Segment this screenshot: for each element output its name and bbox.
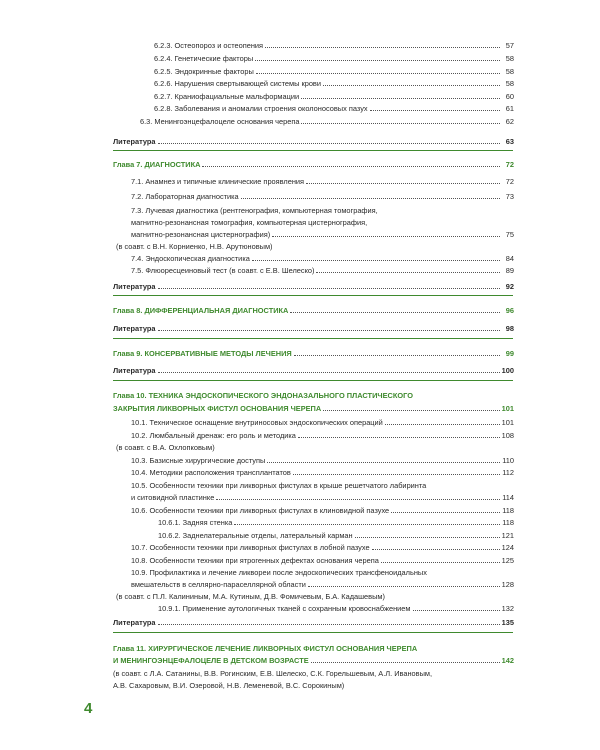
toc-entry-line: 10.5. Особенности техники при ликворных фистулах в крыше решетчатого лабиринта <box>131 481 427 490</box>
page-number: 4 <box>84 700 93 717</box>
toc-coauthors: А.В. Сахаровым, В.И. Озеровой, Н.В. Леменевой, В.С. Сорокиным) <box>113 681 345 690</box>
toc-entry-line: 10.9. Профилактика и лечение ликвореи после эндоскопических трансфеноидальных <box>131 568 427 577</box>
toc-entry[interactable]: 6.2.6. Нарушения свертывающей системы крови 58 <box>154 79 514 88</box>
separator <box>113 150 513 151</box>
toc-literature[interactable]: Литература 92 <box>113 282 514 291</box>
toc-entry-line: магнитно-резонансная томография, компьютерная цистернография, <box>131 218 368 227</box>
toc-entry[interactable]: 6.3. Менингоэнцефалоцеле основания черепа 62 <box>140 117 514 126</box>
toc-literature[interactable]: Литература 98 <box>113 324 514 333</box>
toc-entry[interactable]: 7.1. Анамнез и типичные клинические проявления 72 <box>131 177 514 186</box>
toc-chapter-8[interactable]: Глава 8. ДИФФЕРЕНЦИАЛЬНАЯ ДИАГНОСТИКА 96 <box>113 306 514 315</box>
toc-entry[interactable]: 10.4. Методики расположения трансплантатов 112 <box>131 468 514 477</box>
toc-entry[interactable]: и ситовидной пластинке 114 <box>131 493 514 502</box>
toc-coauthors: (в соавт. с Л.А. Сатанины, В.В. Рогинским, Е.В. Шелеско, С.К. Горельшевым, А.Л. Ивановым, <box>113 669 433 678</box>
toc-entry[interactable]: 10.8. Особенности техники при ятрогенных дефектах основания черепа 125 <box>131 556 514 565</box>
toc-entry[interactable]: 10.6. Особенности техники при ликворных фистулах в клиновидной пазухе 118 <box>131 506 514 515</box>
toc-entry[interactable]: 6.2.4. Генетические факторы 58 <box>154 54 514 63</box>
toc-entry[interactable]: 7.2. Лабораторная диагностика 73 <box>131 192 514 201</box>
separator <box>113 632 513 633</box>
toc-literature[interactable]: Литература 63 <box>113 137 514 146</box>
toc-entry[interactable]: 6.2.3. Остеопороз и остеопения 57 <box>154 41 514 50</box>
separator <box>113 380 513 381</box>
toc-chapter-11-title: Глава 11. ХИРУРГИЧЕСКОЕ ЛЕЧЕНИЕ ЛИКВОРНЫХ ФИСТУЛ ОСНОВАНИЯ ЧЕРЕПА <box>113 644 418 653</box>
toc-entry[interactable]: 7.5. Флюоресцеиновый тест (в соавт. с Е.В. Шелеско) 89 <box>131 266 514 275</box>
toc-literature[interactable]: Литература 135 <box>113 618 514 627</box>
toc-entry[interactable]: 6.2.5. Эндокринные факторы 58 <box>154 67 514 76</box>
separator <box>113 295 513 296</box>
toc-entry[interactable]: 10.3. Базисные хирургические доступы 110 <box>131 456 514 465</box>
toc-chapter-10[interactable]: ЗАКРЫТИЯ ЛИКВОРНЫХ ФИСТУЛ ОСНОВАНИЯ ЧЕРЕПА 101 <box>113 404 514 413</box>
toc-coauthors: (в соавт. с В.А. Охлопковым) <box>116 443 215 452</box>
toc-coauthors: (в соавт. с В.Н. Корниенко, Н.В. Арутюновым) <box>116 242 273 251</box>
toc-chapter-7[interactable]: Глава 7. ДИАГНОСТИКА 72 <box>113 160 514 169</box>
toc-chapter-11[interactable]: И МЕНИНГОЭНЦЕФАЛОЦЕЛЕ В ДЕТСКОМ ВОЗРАСТЕ 142 <box>113 656 514 665</box>
toc-entry-line: 7.3. Лучевая диагностика (рентгенография, компьютерная томография, <box>131 206 378 215</box>
toc-entry[interactable]: 10.7. Особенности техники при ликворных фистулах в лобной пазухе 124 <box>131 543 514 552</box>
toc-entry[interactable]: магнитно-резонансная цистернография) 75 <box>131 230 514 239</box>
toc-entry[interactable]: 10.6.1. Задняя стенка 118 <box>158 518 514 527</box>
toc-entry[interactable]: 6.2.8. Заболевания и аномалии строения околоносовых пазух 61 <box>154 104 514 113</box>
toc-entry[interactable]: 10.6.2. Заднелатеральные отделы, латеральный карман 121 <box>158 531 514 540</box>
toc-entry[interactable]: вмешательств в селлярно-параселлярной области 128 <box>131 580 514 589</box>
toc-coauthors: (в соавт. с П.Л. Калининым, М.А. Кутиным, Д.В. Фомичевым, Б.А. Кадашевым) <box>116 592 385 601</box>
toc-chapter-10-title: Глава 10. ТЕХНИКА ЭНДОСКОПИЧЕСКОГО ЭНДОНАЗАЛЬНОГО ПЛАСТИЧЕСКОГО <box>113 391 413 400</box>
toc-literature[interactable]: Литература 100 <box>113 366 514 375</box>
toc-entry[interactable]: 6.2.7. Краниофациальные мальформации 60 <box>154 92 514 101</box>
separator <box>113 338 513 339</box>
toc-entry[interactable]: 10.9.1. Применение аутологичных тканей с сохранным кровоснабжением 132 <box>158 604 514 613</box>
toc-entry[interactable]: 7.4. Эндоскопическая диагностика 84 <box>131 254 514 263</box>
toc-chapter-9[interactable]: Глава 9. КОНСЕРВАТИВНЫЕ МЕТОДЫ ЛЕЧЕНИЯ 99 <box>113 349 514 358</box>
toc-entry[interactable]: 10.2. Люмбальный дренаж: его роль и методика 108 <box>131 431 514 440</box>
toc-entry[interactable]: 10.1. Техническое оснащение внутриносовых эндоскопических операций 101 <box>131 418 514 427</box>
